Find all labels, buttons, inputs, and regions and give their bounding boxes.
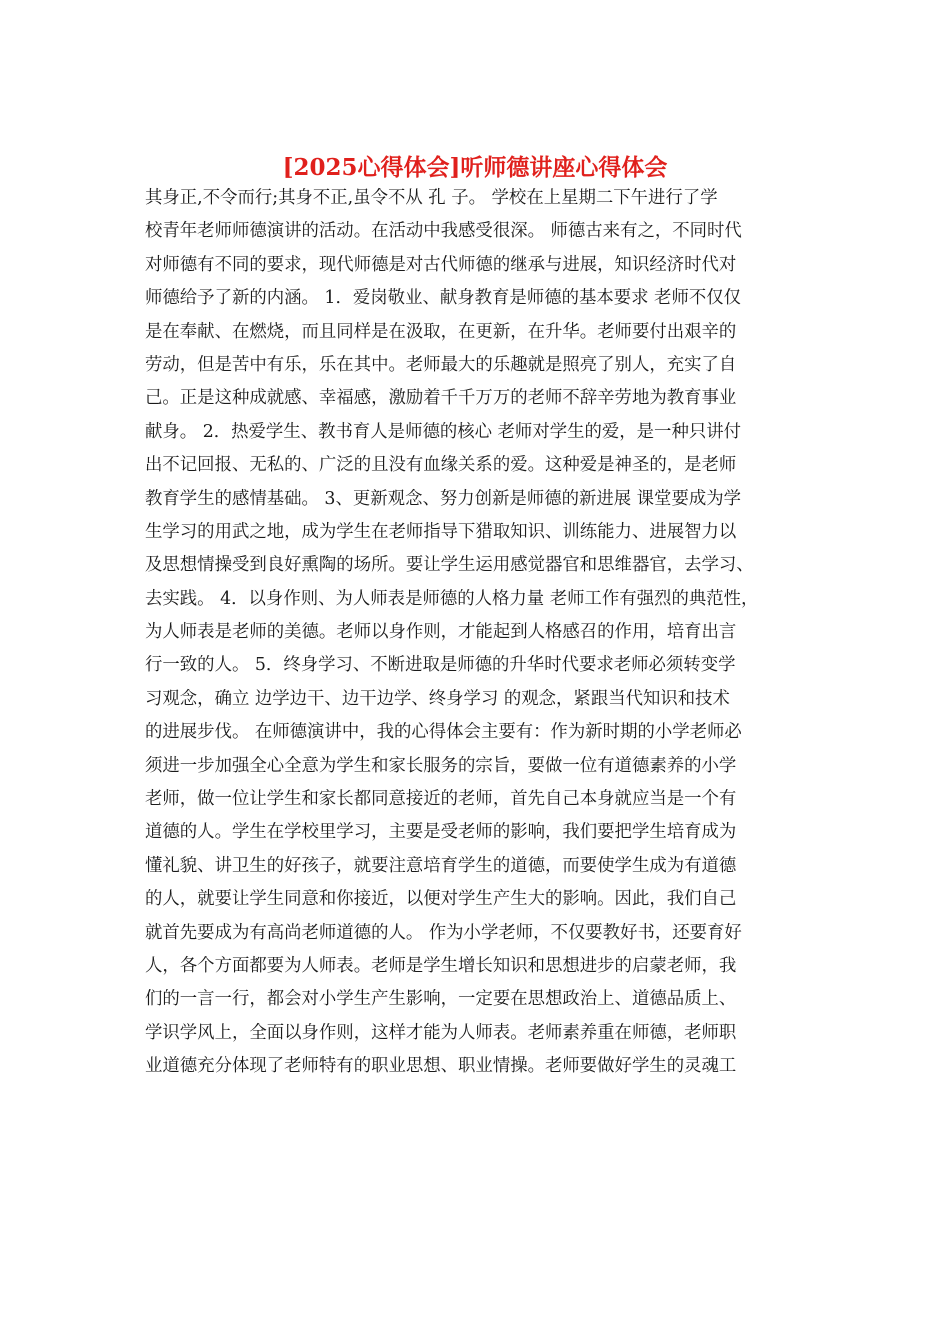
body-line: 行一致的人。 5．终身学习、不断进取是师德的升华时代要求老师必须转变学 [145, 655, 736, 676]
body-line: 懂礼貌、讲卫生的好孩子，就要注意培育学生的道德，而要使学生成为有道德 [145, 855, 737, 876]
body-line: 业道德充分体现了老师特有的职业思想、职业情操。老师要做好学生的灵魂工 [145, 1056, 737, 1077]
body-line: 其身正,不令而行;其身不正,虽令不从 孔 子。 学校在上星期二下午进行了学 [145, 188, 718, 208]
body-line: 献身。 2．热爱学生、教书育人是师德的核心 老师对学生的爱，是一种只讲付 [145, 421, 742, 442]
body-line: 的进展步伐。 在师德演讲中，我的心得体会主要有：作为新时期的小学老师必 [145, 722, 742, 743]
body-line: 道德的人。学生在学校里学习，主要是受老师的影响，我们要把学生培育成为 [145, 822, 737, 843]
body-line: 学识学风上，全面以身作则，这样才能为人师表。老师素养重在师德，老师职 [145, 1022, 737, 1043]
body-line: 劳动，但是苦中有乐，乐在其中。老师最大的乐趣就是照亮了别人，充实了自 [145, 354, 737, 375]
body-line: 为人师表是老师的美德。老师以身作则，才能起到人格感召的作用，培育出言 [145, 622, 737, 643]
body-line: 对师德有不同的要求，现代师德是对古代师德的继承与进展，知识经济时代对 [145, 254, 737, 275]
body-line: 须进一步加强全心全意为学生和家长服务的宗旨，要做一位有道德素养的小学 [145, 755, 737, 776]
body-line: 校青年老师师德演讲的活动。在活动中我感受很深。 师德古来有之，不同时代 [145, 221, 742, 242]
body-line: 的人，就要让学生同意和你接近，以便对学生产生大的影响。因此，我们自己 [145, 889, 737, 910]
body-line: 教育学生的感情基础。 3、更新观念、努力创新是师德的新进展 课堂要成为学 [145, 488, 742, 509]
body-line: 己。正是这种成就感、幸福感，激励着千千万万的老师不辞辛劳地为教育事业 [145, 388, 737, 409]
document-body [145, 182, 810, 1084]
body-line: 及思想情操受到良好熏陶的场所。要让学生运用感觉器官和思维器官，去学习、 [145, 555, 754, 576]
body-line: 去实践。 4．以身作则、为人师表是师德的人格力量 老师工作有强烈的典范性， [145, 588, 759, 609]
body-line: 人，各个方面都要为人师表。老师是学生增长知识和思想进步的启蒙老师，我 [145, 955, 737, 976]
body-line: 就首先要成为有高尚老师道德的人。 作为小学老师，不仅要教好书，还要育好 [145, 922, 742, 943]
body-line: 习观念，确立 边学边干、边干边学、终身学习 的观念，紧跟当代知识和技术 [145, 688, 730, 709]
body-line: 师德给予了新的内涵。 1．爱岗敬业、献身教育是师德的基本要求 老师不仅仅 [145, 288, 742, 309]
body-line: 出不记回报、无私的、广泛的且没有血缘关系的爱。这种爱是神圣的，是老师 [145, 455, 737, 476]
document-title: [2025心得体会]听师德讲座心得体会 [282, 154, 668, 181]
body-line: 老师，做一位让学生和家长都同意接近的老师，首先自己本身就应当是一个有 [145, 789, 737, 810]
body-line: 生学习的用武之地，成为学生在老师指导下猎取知识、训练能力、进展智力以 [145, 521, 737, 542]
body-line: 们的一言一行，都会对小学生产生影响，一定要在思想政治上、道德品质上、 [145, 989, 737, 1010]
body-line: 是在奉献、在燃烧，而且同样是在汲取，在更新，在升华。老师要付出艰辛的 [145, 321, 737, 342]
